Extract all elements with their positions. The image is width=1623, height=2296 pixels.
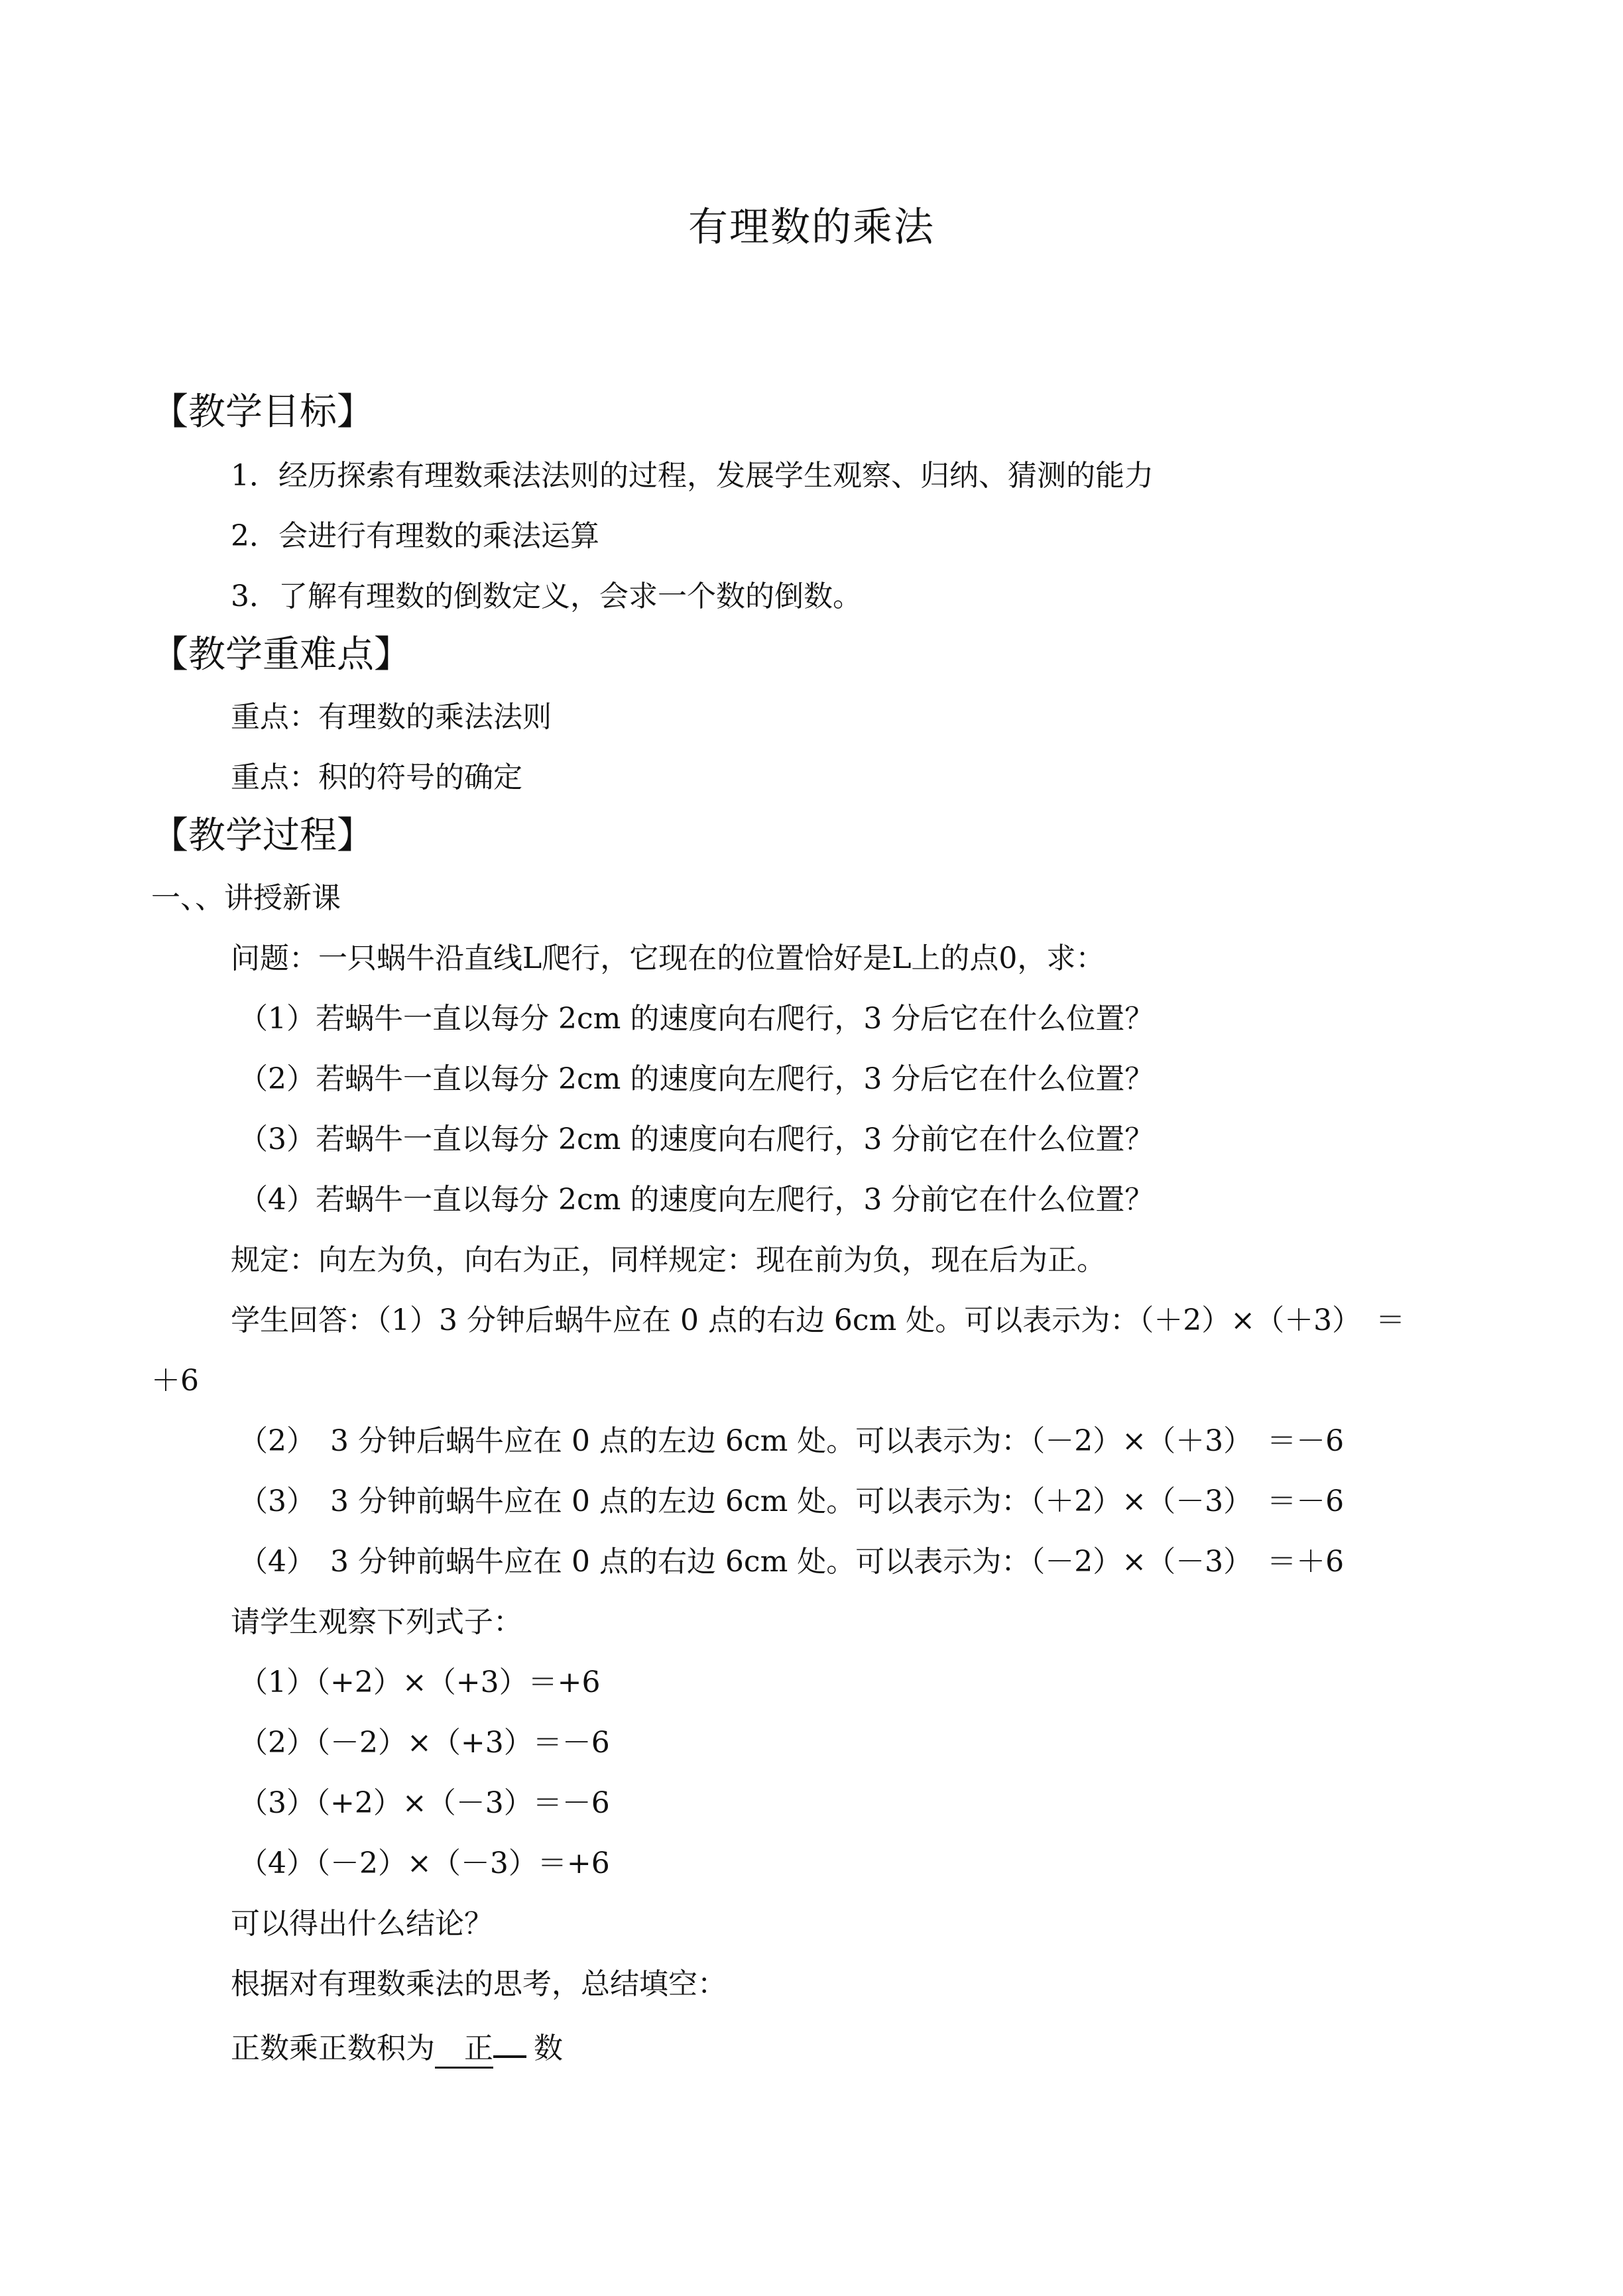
process-heading: 【教学过程】 — [151, 814, 374, 857]
part-title: 一、、讲授新课 — [151, 881, 341, 915]
fill-blank-underline — [493, 2025, 526, 2058]
fill-in-statement — [231, 2025, 563, 2069]
goal-item: 3．了解有理数的倒数定义，会求一个数的倒数。 — [231, 579, 862, 613]
fill-suffix: 数 — [534, 2031, 563, 2065]
expression-item: （4）（－2）×（－3）＝+6 — [239, 1846, 610, 1880]
conclusion-prompt: 可以得出什么结论？ — [231, 1907, 493, 1941]
fill-prefix: 正数乘正数积为 — [231, 2031, 435, 2065]
student-answer-line: （2） 3 分钟后蜗牛应在 0 点的左边 6cm 处。可以表示为：（－2）×（＋3） ＝－6 — [239, 1424, 1345, 1458]
expression-item: （2）（－2）×（+3）＝－6 — [239, 1726, 610, 1760]
expression-item: （1）（+2）×（+3）＝+6 — [239, 1665, 601, 1699]
student-answer-continuation: ＋6 — [151, 1364, 199, 1398]
fill-blank-answer: 正 — [435, 2031, 493, 2069]
observe-prompt: 请学生观察下列式子： — [231, 1605, 522, 1639]
goal-item: 2．会进行有理数的乘法运算 — [231, 519, 599, 553]
summary-prompt: 根据对有理数乘法的思考，总结填空： — [231, 1967, 727, 2001]
page-title: 有理数的乘法 — [688, 204, 935, 251]
sign-rule: 规定：向左为负，向右为正，同样规定：现在前为负，现在后为正。 — [231, 1243, 1106, 1277]
question-item: （1）若蜗牛一直以每分 2cm 的速度向右爬行，3 分后它在什么位置？ — [239, 1002, 1154, 1036]
problem-statement: 问题：一只蜗牛沿直线L爬行，它现在的位置恰好是L上的点0，求： — [231, 941, 1105, 975]
key-point-item: 重点：积的符号的确定 — [231, 760, 522, 794]
key-points-heading: 【教学重难点】 — [151, 633, 411, 676]
question-item: （3）若蜗牛一直以每分 2cm 的速度向右爬行，3 分前它在什么位置？ — [239, 1122, 1154, 1156]
student-answer-line: 学生回答：（1）3 分钟后蜗牛应在 0 点的右边 6cm 处。可以表示为：（＋2）×（＋3） ＝ — [231, 1303, 1406, 1337]
student-answer-line: （3） 3 分钟前蜗牛应在 0 点的左边 6cm 处。可以表示为：（＋2）×（－3） ＝－6 — [239, 1484, 1345, 1518]
question-item: （2）若蜗牛一直以每分 2cm 的速度向左爬行，3 分后它在什么位置？ — [239, 1062, 1154, 1096]
goal-item: 1．经历探索有理数乘法法则的过程，发展学生观察、归纳、猜测的能力 — [231, 459, 1154, 493]
key-point-item: 重点：有理数的乘法法则 — [231, 700, 552, 734]
expression-item: （3）（+2）×（－3）＝－6 — [239, 1786, 610, 1820]
student-answer-line: （4） 3 分钟前蜗牛应在 0 点的右边 6cm 处。可以表示为：（－2）×（－3） ＝＋6 — [239, 1545, 1345, 1579]
goals-heading: 【教学目标】 — [151, 391, 374, 434]
question-item: （4）若蜗牛一直以每分 2cm 的速度向左爬行，3 分前它在什么位置？ — [239, 1183, 1154, 1217]
